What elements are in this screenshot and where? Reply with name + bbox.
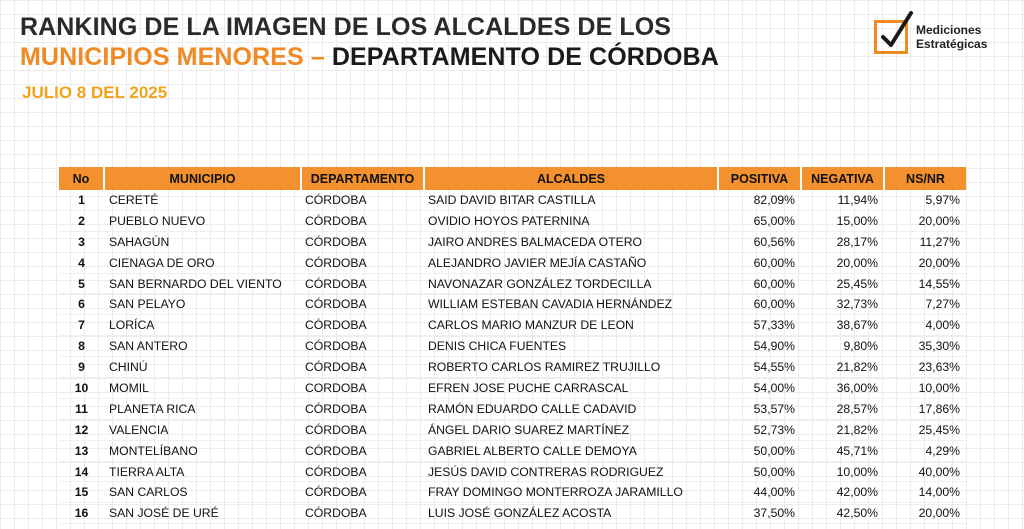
table-row (59, 273, 966, 294)
alcalde-cell: LUIS JOSÉ GONZÁLEZ ACOSTA (424, 503, 718, 524)
nsnr-cell: 20,00% (884, 252, 966, 273)
row-number: 4 (59, 252, 104, 273)
positiva-cell: 52,73% (718, 419, 801, 440)
table-row (59, 378, 966, 399)
row-number: 2 (59, 210, 104, 231)
table-row (59, 315, 966, 336)
row-number: 13 (59, 440, 104, 461)
municipio-cell: SAHAGÚN (104, 231, 301, 252)
departamento-cell: CÓRDOBA (301, 461, 424, 482)
negativa-cell: 38,67% (801, 315, 884, 336)
header-no: No (59, 167, 104, 190)
nsnr-cell: 40,00% (884, 461, 966, 482)
negativa-cell: 9,80% (801, 336, 884, 357)
negativa-cell: 25,45% (801, 273, 884, 294)
municipio-cell: SAN JOSÉ DE URÉ (104, 503, 301, 524)
brand-name (916, 23, 987, 51)
municipio-cell: SAN CARLOS (104, 482, 301, 503)
municipio-cell: MOMIL (104, 378, 301, 399)
nsnr-cell: 17,86% (884, 398, 966, 419)
row-number: 6 (59, 294, 104, 315)
positiva-cell: 44,00% (718, 482, 801, 503)
alcalde-cell: DENIS CHICA FUENTES (424, 336, 718, 357)
table-row (59, 231, 966, 252)
negativa-cell: 15,00% (801, 210, 884, 231)
nsnr-cell: 23,63% (884, 357, 966, 378)
header-nsnr: NS/NR (884, 167, 966, 190)
nsnr-cell: 14,55% (884, 273, 966, 294)
negativa-cell: 21,82% (801, 357, 884, 378)
municipio-cell: PLANETA RICA (104, 398, 301, 419)
positiva-cell: 57,33% (718, 315, 801, 336)
table-row (59, 252, 966, 273)
negativa-cell: 20,00% (801, 252, 884, 273)
table-row (59, 190, 966, 210)
departamento-cell: CÓRDOBA (301, 398, 424, 419)
title-line-2 (20, 42, 719, 72)
header-negativa: NEGATIVA (801, 167, 884, 190)
positiva-cell: 54,55% (718, 357, 801, 378)
row-number: 5 (59, 273, 104, 294)
departamento-cell: CÓRDOBA (301, 210, 424, 231)
row-number: 11 (59, 398, 104, 419)
alcalde-cell: RAMÓN EDUARDO CALLE CADAVID (424, 398, 718, 419)
nsnr-cell: 11,27% (884, 231, 966, 252)
positiva-cell: 37,50% (718, 503, 801, 524)
municipio-cell: CHINÚ (104, 357, 301, 378)
alcalde-cell: GABRIEL ALBERTO CALLE DEMOYA (424, 440, 718, 461)
departamento-cell: CÓRDOBA (301, 315, 424, 336)
positiva-cell: 53,57% (718, 398, 801, 419)
municipio-cell: SAN BERNARDO DEL VIENTO (104, 273, 301, 294)
table-row (59, 503, 966, 524)
municipio-cell: CERETÉ (104, 190, 301, 210)
table-row (59, 210, 966, 231)
municipio-cell: MONTELÍBANO (104, 440, 301, 461)
checkbox-logo-icon (874, 20, 908, 54)
alcalde-cell: FRAY DOMINGO MONTERROZA JARAMILLO (424, 482, 718, 503)
row-number: 1 (59, 190, 104, 210)
brand-name-line2: Estratégicas (916, 37, 988, 51)
negativa-cell: 45,71% (801, 440, 884, 461)
nsnr-cell: 4,29% (884, 440, 966, 461)
negativa-cell: 28,57% (801, 398, 884, 419)
negativa-cell: 42,00% (801, 482, 884, 503)
municipio-cell: SAN ANTERO (104, 336, 301, 357)
row-number: 10 (59, 378, 104, 399)
positiva-cell: 82,09% (718, 190, 801, 210)
row-number: 14 (59, 461, 104, 482)
positiva-cell: 54,90% (718, 336, 801, 357)
nsnr-cell: 35,30% (884, 336, 966, 357)
positiva-cell: 50,00% (718, 461, 801, 482)
departamento-cell: CÓRDOBA (301, 190, 424, 210)
nsnr-cell: 4,00% (884, 315, 966, 336)
alcalde-cell: NAVONAZAR GONZÁLEZ TORDECILLA (424, 273, 718, 294)
table-row (59, 461, 966, 482)
municipio-cell: VALENCIA (104, 419, 301, 440)
municipio-cell: TIERRA ALTA (104, 461, 301, 482)
nsnr-cell: 14,00% (884, 482, 966, 503)
title-rest: DEPARTAMENTO DE CÓRDOBA (331, 43, 719, 71)
nsnr-cell: 5,97% (884, 190, 966, 210)
negativa-cell: 21,82% (801, 419, 884, 440)
departamento-cell: CÓRDOBA (301, 336, 424, 357)
alcalde-cell: ROBERTO CARLOS RAMIREZ TRUJILLO (424, 357, 718, 378)
negativa-cell: 32,73% (801, 294, 884, 315)
municipio-cell: CIENAGA DE ORO (104, 252, 301, 273)
positiva-cell: 60,00% (718, 294, 801, 315)
table-row (59, 482, 966, 503)
alcalde-cell: ALEJANDRO JAVIER MEJÍA CASTAÑO (424, 252, 718, 273)
departamento-cell: CÓRDOBA (301, 231, 424, 252)
row-number: 16 (59, 503, 104, 524)
positiva-cell: 65,00% (718, 210, 801, 231)
page-title (20, 12, 719, 72)
alcalde-cell: JAIRO ANDRES BALMACEDA OTERO (424, 231, 718, 252)
municipio-cell: SAN PELAYO (104, 294, 301, 315)
municipio-cell: PUEBLO NUEVO (104, 210, 301, 231)
nsnr-cell: 10,00% (884, 378, 966, 399)
report-date: JULIO 8 DEL 2025 (22, 83, 168, 102)
row-number: 9 (59, 357, 104, 378)
header-departamento: DEPARTAMENTO (301, 167, 424, 190)
alcalde-cell: JESÚS DAVID CONTRERAS RODRIGUEZ (424, 461, 718, 482)
alcalde-cell: EFREN JOSE PUCHE CARRASCAL (424, 378, 718, 399)
positiva-cell: 60,00% (718, 252, 801, 273)
departamento-cell: CÓRDOBA (301, 294, 424, 315)
negativa-cell: 36,00% (801, 378, 884, 399)
departamento-cell: CÓRDOBA (301, 357, 424, 378)
table-header-row (59, 167, 966, 190)
table-row (59, 357, 966, 378)
departamento-cell: CÓRDOBA (301, 273, 424, 294)
brand-name-line1: Mediciones (916, 23, 982, 37)
departamento-cell: CORDOBA (301, 378, 424, 399)
departamento-cell: CÓRDOBA (301, 252, 424, 273)
title-highlight: MUNICIPIOS MENORES – (20, 43, 325, 71)
ranking-table (59, 167, 966, 524)
row-number: 8 (59, 336, 104, 357)
table-row (59, 419, 966, 440)
negativa-cell: 28,17% (801, 231, 884, 252)
departamento-cell: CÓRDOBA (301, 482, 424, 503)
departamento-cell: CÓRDOBA (301, 440, 424, 461)
row-number: 7 (59, 315, 104, 336)
positiva-cell: 54,00% (718, 378, 801, 399)
departamento-cell: CÓRDOBA (301, 419, 424, 440)
brand-logo (874, 20, 987, 54)
nsnr-cell: 25,45% (884, 419, 966, 440)
header-municipio: MUNICIPIO (104, 167, 301, 190)
table-row (59, 336, 966, 357)
alcalde-cell: SAID DAVID BITAR CASTILLA (424, 190, 718, 210)
nsnr-cell: 20,00% (884, 210, 966, 231)
row-number: 12 (59, 419, 104, 440)
row-number: 3 (59, 231, 104, 252)
alcalde-cell: CARLOS MARIO MANZUR DE LEON (424, 315, 718, 336)
positiva-cell: 50,00% (718, 440, 801, 461)
alcalde-cell: ÁNGEL DARIO SUAREZ MARTÍNEZ (424, 419, 718, 440)
title-line-1: RANKING DE LA IMAGEN DE LOS ALCALDES DE LOS (20, 13, 672, 41)
positiva-cell: 60,56% (718, 231, 801, 252)
departamento-cell: CÓRDOBA (301, 503, 424, 524)
row-number: 15 (59, 482, 104, 503)
negativa-cell: 42,50% (801, 503, 884, 524)
negativa-cell: 10,00% (801, 461, 884, 482)
municipio-cell: LORÍCA (104, 315, 301, 336)
table-row (59, 294, 966, 315)
table-row (59, 440, 966, 461)
header-positiva: POSITIVA (718, 167, 801, 190)
table-row (59, 398, 966, 419)
negativa-cell: 11,94% (801, 190, 884, 210)
nsnr-cell: 20,00% (884, 503, 966, 524)
alcalde-cell: OVIDIO HOYOS PATERNINA (424, 210, 718, 231)
nsnr-cell: 7,27% (884, 294, 966, 315)
alcalde-cell: WILLIAM ESTEBAN CAVADIA HERNÁNDEZ (424, 294, 718, 315)
header-alcaldes: ALCALDES (424, 167, 718, 190)
positiva-cell: 60,00% (718, 273, 801, 294)
